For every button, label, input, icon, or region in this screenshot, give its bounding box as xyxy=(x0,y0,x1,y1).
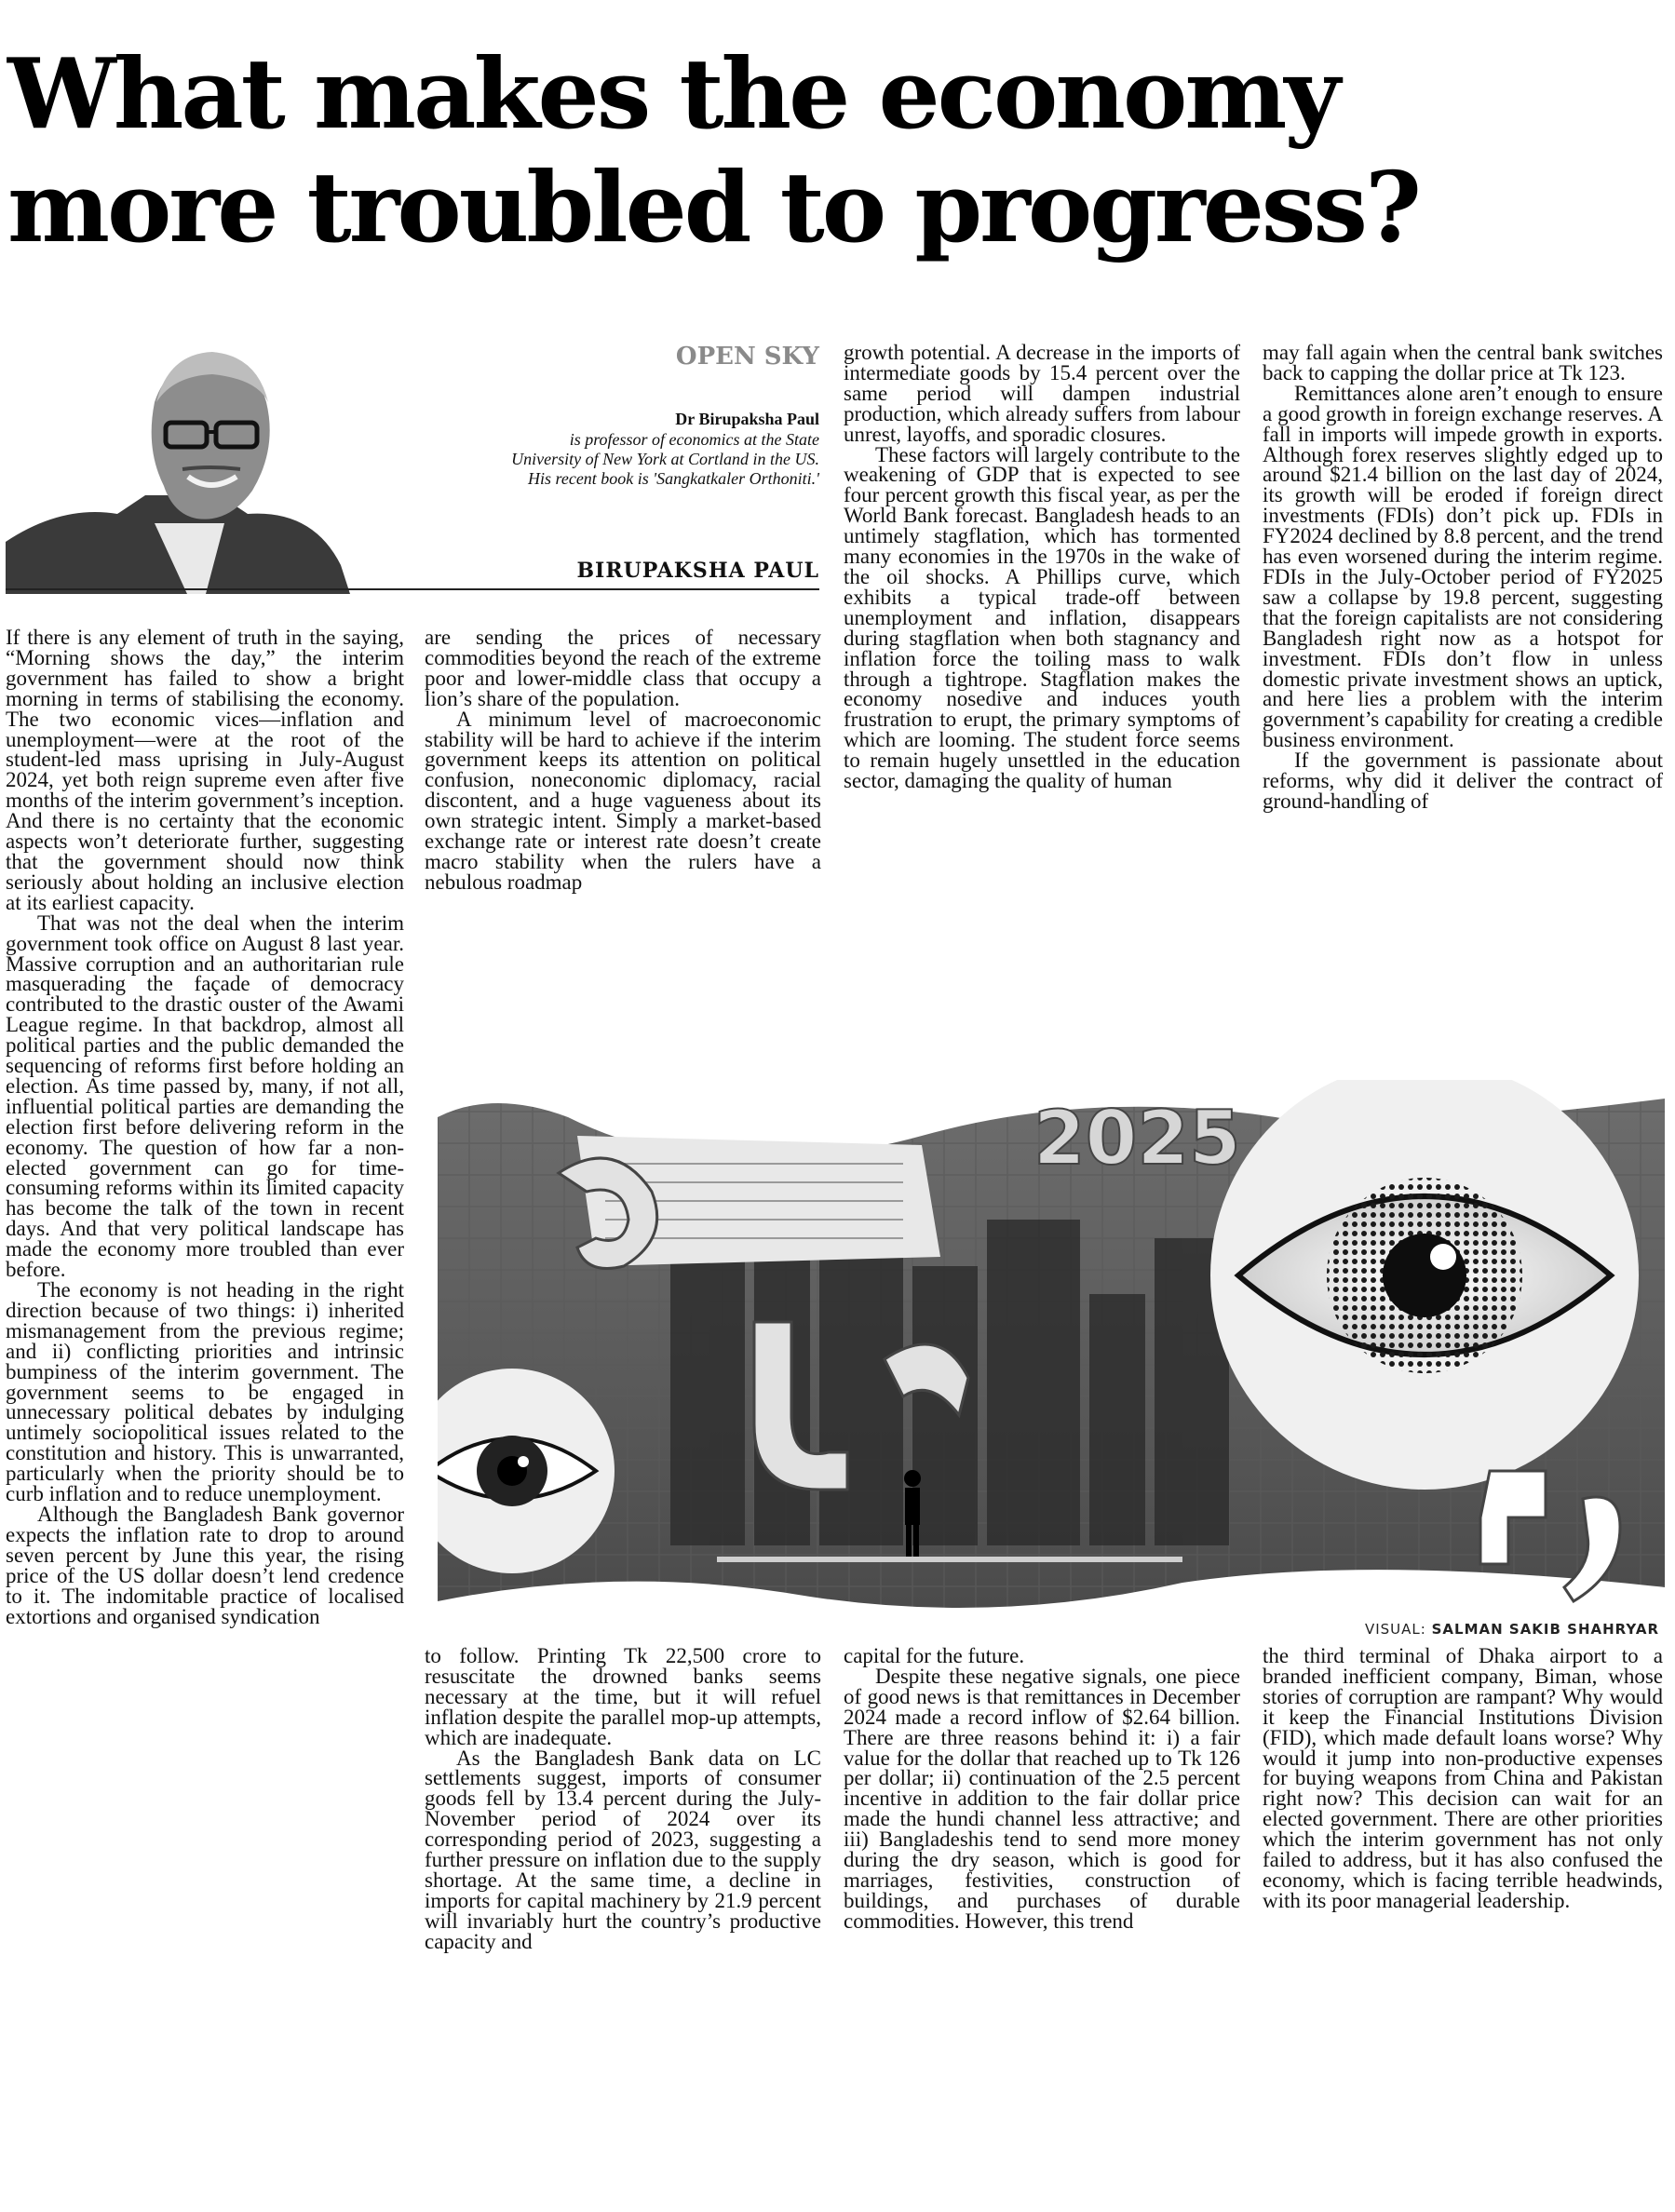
col3b-paragraph-1: capital for the future. xyxy=(844,1646,1025,1667)
column-4-bottom xyxy=(1263,1646,1663,2199)
illustration-credit xyxy=(1285,1621,1659,1638)
col4-paragraph-1: may fall again when the central bank switches back to capping the dollar price at Tk 123. xyxy=(1263,343,1663,384)
col4-paragraph-2: Remittances alone aren’t enough to ensure a good growth in foreign exchange reserves. A fall in imports will impede growth in exports. Although forex reserves slightly edged up to around $21.4 billion on the last day of 2024, its growth will be eroded if foreign direct investments (FDIs) don’t pick up. FDIs in FY2024 declined by 8.8 percent, and the trend has even worsened during the interim regime. FDIs in the July-October period of FY2025 saw a collapse by 19.8 percent, suggesting that the foreign capitalists are not considering Bangladesh right now as a hotspot for investment. FDIs don’t flow in unless domestic private investment shows an uptick, and here lies a problem with the interim government’s capability for creating a credible business environment. xyxy=(1263,381,1663,752)
credit-label: VISUAL: xyxy=(1364,1621,1426,1638)
author-bio-name: Dr Birupaksha Paul xyxy=(675,410,819,428)
credit-name: SALMAN SAKIB SHAHRYAR xyxy=(1431,1621,1659,1638)
column-2-top xyxy=(425,627,821,1059)
col2-paragraph-1: are sending the prices of necessary commodities beyond the reach of the extreme poor and lower-middle class that occupy a lion’s share of the population. xyxy=(425,627,821,710)
col4b-paragraph-1: the third terminal of Dhaka airport to a branded inefficient company, Biman, whose stories of corruption are rampant? Why would it keep the Financial Institutions Division (FID), which made default loans worse? Why would it jump into non-productive expenses for buying weapons from China and Pakistan right now? This decision can wait for an elected government. There are other priorities which the interim government has not only failed to address, but it has also confused the economy, which is facing terrible headwinds, with its poor managerial leadership. xyxy=(1263,1646,1663,1912)
byline: BIRUPAKSHA PAUL xyxy=(576,559,819,583)
headline-line-2: more troubled to progress? xyxy=(7,150,1419,264)
year-2025-text: 2025 xyxy=(1033,1095,1241,1181)
col2b-paragraph-2: As the Bangladesh Bank data on LC settlements suggest, imports of consumer goods fell by 13.4 percent during the July-November period of 2024 over its corresponding period of 2023, suggesting a further pressure on inflation due to the supply shortage. At the same time, a decline in imports for capital machinery by 21.9 percent will invariably hurt the country’s productive capacity and xyxy=(425,1746,821,1953)
col2b-paragraph-1: to follow. Printing Tk 22,500 crore to resuscitate the drowned banks seems necessary at the time, but it will refuel inflation despite the parallel mop-up attempts, which are inadequate. xyxy=(425,1646,821,1749)
column-1 xyxy=(6,627,404,2199)
column-3-bottom xyxy=(844,1646,1240,2199)
author-photo xyxy=(6,346,425,594)
col3-paragraph-1: growth potential. A decrease in the imports of intermediate goods by 15.4 percent over the same period will dampen industrial production, which already suffers from labour unrest, layoffs, and sporadic closures. xyxy=(844,343,1240,446)
col3b-paragraph-2: Despite these negative signals, one piece of good news is that remittances in December 2024 made a record inflow of $2.64 billion. There are three reasons behind it: i) a fair value for the dollar that reached up to Tk 126 per dollar; ii) continuation of the 2.5 percent incentive in addition to the fair dollar price made the hundi channel less attractive; and iii) Bangladeshis tend to send more money during the dry season, which is good for marriages, festivities, construction of buildings, and purchases of durable commodities. However, this trend xyxy=(844,1664,1240,1933)
col1-paragraph-3: The economy is not heading in the right direction because of two things: i) inherited mismanagement from the previous regime; and ii) conflicting priorities and intrinsic bumpiness of the interim government. The government seems to be engaged in unnecessary political debates by indulging untimely sociopolitical issues related to the constitution and history. This is unwarranted, particularly when the priority should be to curb inflation and to reduce unemployment. xyxy=(6,1278,404,1506)
byline-divider xyxy=(6,588,819,590)
col1-paragraph-1: If there is any element of truth in the saying, “Morning shows the day,” the interim government has failed to show a bright morning in terms of stabilising the economy. The two economic vices—inflation and unemployment—were at the root of the student-led mass uprising in July-August 2024, yet both reign supreme even after five months of the interim government’s inception. And there is no certainty that the economic aspects won’t deteriorate further, suggesting that the government should now think seriously about holding an inclusive election at its earliest capacity. xyxy=(6,627,404,914)
headline-line-1: What makes the economy xyxy=(7,36,1338,151)
col3-paragraph-2: These factors will largely contribute to the weakening of GDP that is expected to see four percent growth this fiscal year, as per the World Bank forecast. Bangladesh heads to an untimely stagflation, which has tormented many economies in the 1970s in the wake of the oil shocks. A Phillips curve, which exhibits a typical trade-off between unemployment and inflation, disappears during stagflation when both stagnancy and inflation force the toiling mass to walk through a tightrope. Stagflation makes the economy nosedive and induces youth frustration to erupt, the primary symptoms of which are looming. The student force seems to remain hugely unsettled in the education sector, damaging the quality of human xyxy=(844,442,1240,793)
column-3-top xyxy=(844,343,1240,1059)
section-label: OPEN SKY xyxy=(675,343,819,371)
col4-paragraph-3: If the government is passionate about reforms, why did it deliver the contract of ground-handling of xyxy=(1263,749,1663,813)
column-4-top xyxy=(1263,343,1663,1059)
col2-paragraph-2: A minimum level of macroeconomic stability will be hard to achieve if the interim government keeps its attention on political confusion, noneconomic diplomacy, racial discontent, and a huge vagueness about its own strategic intent. Simply a market-based exchange rate or interest rate doesn’t create macro stability when the rulers have a nebulous roadmap xyxy=(425,707,821,894)
col1-paragraph-4: Although the Bangladesh Bank governor expects the inflation rate to drop to around seven percent by June this year, the rising price of the US dollar doesn’t lend credence to it. The indomitable practice of localised extortions and organised syndication xyxy=(6,1502,404,1628)
column-2-bottom xyxy=(425,1646,821,2199)
author-bio: is professor of economics at the State University of New York at Cortland in the US. His recent book is 'Sangkatkaler Orthoniti.' xyxy=(511,430,819,488)
headline xyxy=(7,37,1665,264)
illustration xyxy=(438,1080,1665,1618)
col1-paragraph-2: That was not the deal when the interim government took office on August 8 last year. Massive corruption and an authoritarian rule masquerading the façade of democracy contributed to the drastic ouster of the Awami League regime. In that backdrop, almost all political parties and the public demanded the sequencing of reforms first before holding an election. As time passed by, many, if not all, influential political parties are demanding the election first before delivering reform in the economy. The question of how far a non-elected government can go for time-consuming reforms within its limited capacity has become the talk of the town in recent days. And that very political landscape has made the economy more troubled than ever before. xyxy=(6,910,404,1282)
